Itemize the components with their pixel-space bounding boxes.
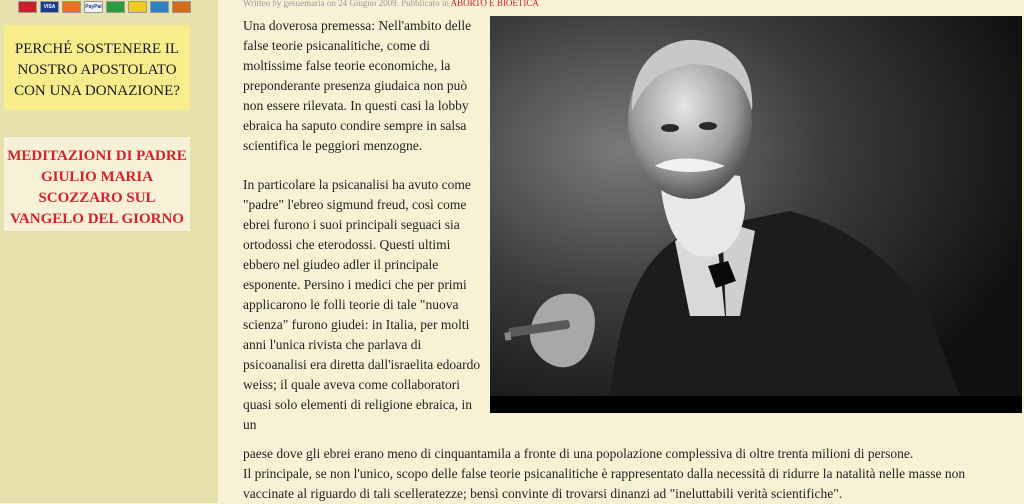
category-link[interactable]: ABORTO E BIOETICA: [450, 0, 539, 8]
card-icon[interactable]: [128, 1, 147, 13]
paragraph-3: Il principale, se non l'unico, scopo delle false teorie psicanalitiche è rappresentato dalla necessità di ridurre la natalità nelle masse non vaccinate al riguardo di tali scelleratezze; bensì convinte di trovarsi dinanzi ad "ineluttabili verità scientifiche".: [243, 466, 966, 501]
amex-icon[interactable]: [150, 1, 169, 13]
paragraph-2-continued: paese dove gli ebrei erano meno di cinquantamila a fronte di una popolazione complessiva di oltre trenta milioni di persone.: [243, 446, 914, 461]
paypal-icon[interactable]: PayPal: [84, 1, 103, 13]
visa-icon[interactable]: VISA: [40, 1, 59, 13]
mastercard-icon[interactable]: [62, 1, 81, 13]
card-icon[interactable]: [172, 1, 191, 13]
article-continuation: [243, 444, 1013, 504]
meditations-link[interactable]: MEDITAZIONI DI PADRE GIULIO MARIA SCOZZARO SUL VANGELO DEL GIORNO: [4, 137, 190, 231]
paragraph-2: In particolare la psicanalisi ha avuto come "padre" l'ebreo sigmund freud, così come ebrei furono i suoi principali seguaci sia ortodossi che eterodossi. Questi ultimi ebbero nel giudeo adler il principale esponente. Persino i medici che per primi applicarono le folli teorie di tale "nuova scienza" furono giudei: in Italia, per molti anni l'unica rivista che parlava di psicoanalisi era diretta dall'israelita edoardo weiss; il quale aveva come collaboratori quasi solo elementi di religione ebraica, in un: [243, 177, 481, 432]
portrait-image: [490, 16, 1022, 413]
paragraph-1: Una doverosa premessa: Nell'ambito delle false teorie psicanalitiche, come di moltissime false teorie economiche, la preponderante presenza giudaica non può non essere rilevata. In questi casi la lobby ebraica ha saputo condire sempre in salsa scientifica le peggiori menzogne.: [243, 18, 472, 153]
article-column: [243, 16, 488, 454]
donate-link[interactable]: PERCHÉ SOSTENERE IL NOSTRO APOSTOLATO CON UNA DONAZIONE?: [4, 25, 190, 110]
mastercard-icon[interactable]: [18, 1, 37, 13]
payment-cards: [18, 1, 191, 13]
meta-byline: Written by gesuemaria on 24 Giugno 2009. Pubblicato in: [243, 0, 451, 8]
card-icon[interactable]: [106, 1, 125, 13]
article-meta: [243, 0, 539, 8]
sidebar: [0, 0, 218, 503]
article-photo: [490, 16, 1022, 413]
